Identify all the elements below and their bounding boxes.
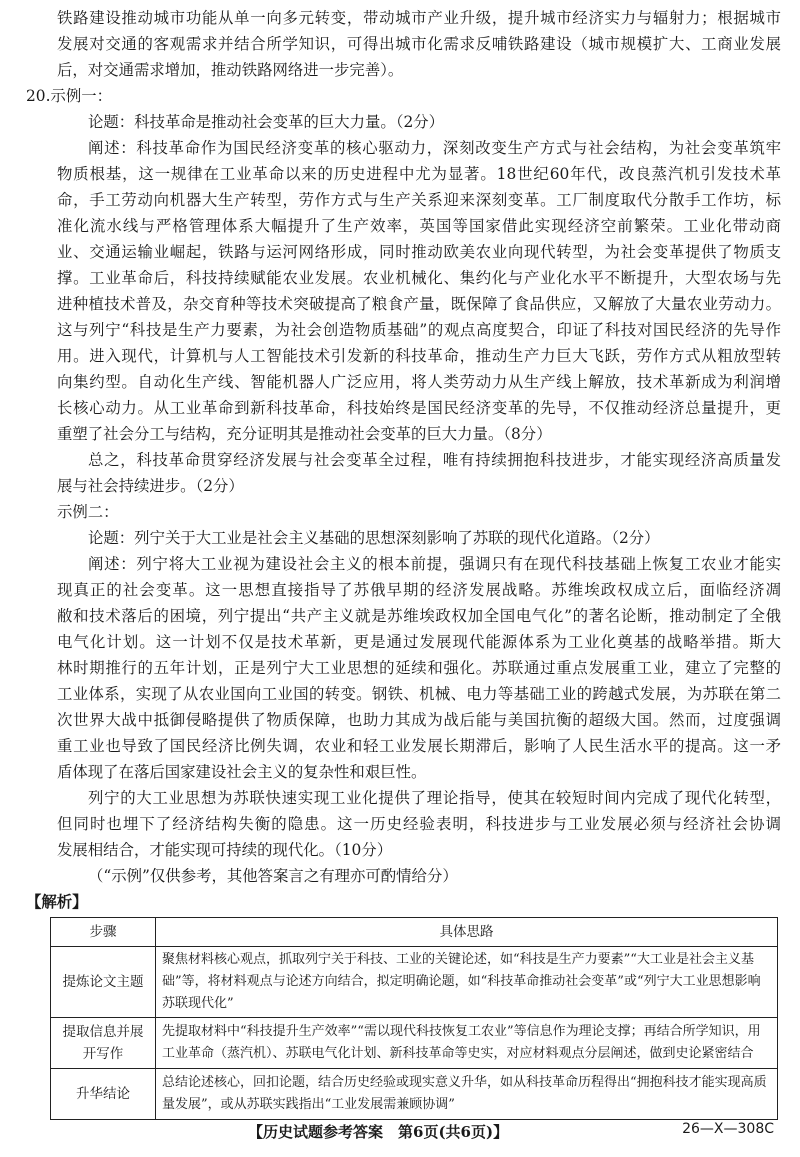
table-header-idea: 具体思路: [156, 918, 778, 947]
table-row: [51, 1069, 778, 1120]
text-line: 但同时也埋下了经济结构失衡的隐患。这一历史经验表明，科技进步与工业发展必须与经济社会协调: [57, 815, 781, 833]
table-cell-step: 提取信息并展开写作: [51, 1018, 156, 1069]
text-line: 重塑了社会分工与结构，充分证明其是推动社会变革的巨大力量。（8分）: [57, 425, 552, 443]
text-line: 阐述：列宁将大工业视为建设社会主义的根本前提，强调只有在现代科技基础上恢复工农业才能实: [88, 555, 781, 573]
text-line: 发展对交通的客观需求并结合所学知识，可得出城市化需求反哺铁路建设（城市规模扩大、工商业发展: [57, 35, 781, 53]
page-footer: [0, 1121, 800, 1143]
text-line: 电气化计划。这一计划不仅是技术革新，更是通过发展现代能源体系为工业化奠基的战略举措。斯大: [57, 633, 781, 651]
text-line: 命，手工劳动向机器大生产转型，劳作方式与生产关系迎来深刻变革。工厂制度取代分散手工作坊，标: [57, 191, 781, 209]
text-line: 铁路建设推动城市功能从单一向多元转变，带动城市产业升级，提升城市经济实力与辐射力；根据城市: [57, 9, 781, 27]
text-line: 展与社会持续进步。（2分）: [57, 477, 244, 495]
table-cell-idea: 总结论述核心，回扣论题，结合历史经验或现实意义升华，如从科技革命历程得出“拥抱科技才能实现高质量发展”，或从苏联实践指出“工业发展需兼顾协调”: [156, 1069, 778, 1120]
table-cell-step: 升华结论: [51, 1069, 156, 1120]
text-line: 进种植技术普及，杂交育种等技术突破提高了粮食产量，既保障了食品供应，又解放了大量农业劳动力。: [57, 295, 781, 313]
table-row: [51, 1018, 778, 1069]
text-line: 向集约型。自动化生产线、智能机器人广泛应用，将人类劳动力从生产线上解放，技术革新成为利润增: [57, 373, 781, 391]
text-line: 阐述：科技革命作为国民经济变革的核心驱动力，深刻改变生产方式与社会结构，为社会变革筑牢: [88, 139, 781, 157]
analysis-table: [50, 917, 778, 1120]
text-line: 论题：科技革命是推动社会变革的巨大力量。（2分）: [88, 113, 445, 131]
text-line: 盾体现了在落后国家建设社会主义的复杂性和艰巨性。: [57, 763, 427, 781]
text-line: 敝和技术落后的困境，列宁提出“共产主义就是苏维埃政权加全国电气化”的著名论断，推动制定了全俄: [57, 607, 781, 625]
text-line: 总之，科技革命贯穿经济发展与社会变革全过程，唯有持续拥抱科技进步，才能实现经济高质量发: [88, 451, 781, 469]
note-line: （“示例”仅供参考，其他答案言之有理亦可酌情给分）: [88, 867, 458, 885]
question-number: 20.示例一：: [26, 87, 113, 105]
table-header-row: [51, 918, 778, 947]
text-line: 后，对交通需求增加，推动铁路网络进一步完善）。: [57, 61, 404, 79]
footer-code: 26—X—308C: [682, 1121, 774, 1137]
footer-page-info: 【历史试题参考答案 第6页(共6页)】: [248, 1123, 509, 1141]
example-heading: 示例二：: [57, 503, 119, 521]
text-line: 长核心动力。从工业革命到新科技革命，科技始终是国民经济变革的先导，不仅推动经济总量提升，更: [57, 399, 781, 417]
table-cell-idea: 先提取材料中“科技提升生产效率”“需以现代科技恢复工农业”等信息作为理论支撑；再结合所学知识，用工业革命（蒸汽机）、苏联电气化计划、新科技革命等史实，对应材料观点分层阐述，做到史论紧密结合: [156, 1018, 778, 1069]
text-line: 次世界大战中抵御侵略提供了物质保障，也助力其成为战后能与美国抗衡的超级大国。然而，过度强调: [57, 711, 781, 729]
table-header-step: 步骤: [51, 918, 156, 947]
text-line: 重工业也导致了国民经济比例失调，农业和轻工业发展长期滞后，影响了人民生活水平的提高。这一矛: [57, 737, 781, 755]
text-line: 工业体系，实现了从农业国向工业国的转变。钢铁、机械、电力等基础工业的跨越式发展，为苏联在第二: [57, 685, 781, 703]
text-line: 撑。工业革命后，科技持续赋能农业发展。农业机械化、集约化与产业化水平不断提升，大型农场与先: [57, 269, 781, 287]
text-line: 这与列宁“科技是生产力要素，为社会创造物质基础”的观点高度契合，印证了科技对国民经济的先导作: [57, 321, 781, 339]
text-line: 业、交通运输业崛起，铁路与运河网络形成，同时推动欧美农业向现代转型，为社会变革提供了物质支: [57, 243, 781, 261]
table-cell-step: 提炼论文主题: [51, 947, 156, 1018]
text-line: 用。进入现代，计算机与人工智能技术引发新的科技革命，推动生产力巨大飞跃，劳作方式从粗放型转: [57, 347, 781, 365]
text-line: 物质根基，这一规律在工业革命以来的历史进程中尤为显著。18世纪60年代，改良蒸汽机引发技术革: [57, 165, 781, 183]
text-line: 列宁的大工业思想为苏联快速实现工业化提供了理论指导，使其在较短时间内完成了现代化转型，: [88, 789, 781, 807]
text-line: 准化流水线与严格管理体系大幅提升了生产效率，英国等国家借此实现经济空前繁荣。工业化带动商: [57, 217, 781, 235]
text-line: 现真正的社会变革。这一思想直接指导了苏俄早期的经济发展战略。苏维埃政权成立后，面临经济凋: [57, 581, 781, 599]
analysis-heading: 【解析】: [26, 893, 88, 911]
table-cell-idea: 聚焦材料核心观点，抓取列宁关于科技、工业的关键论述，如“科技是生产力要素”“大工业是社会主义基础”等，将材料观点与论述方向结合，拟定明确论题，如“科技革命推动社会变革”或“列宁大工业思想影响苏联现代化”: [156, 947, 778, 1018]
text-line: 林时期推行的五年计划，正是列宁大工业思想的延续和强化。苏联通过重点发展重工业，建立了完整的: [57, 659, 781, 677]
text-line: 发展相结合，才能实现可持续的现代化。（10分）: [57, 841, 393, 859]
text-line: 论题：列宁关于大工业是社会主义基础的思想深刻影响了苏联的现代化道路。（2分）: [88, 529, 660, 547]
table-row: [51, 947, 778, 1018]
